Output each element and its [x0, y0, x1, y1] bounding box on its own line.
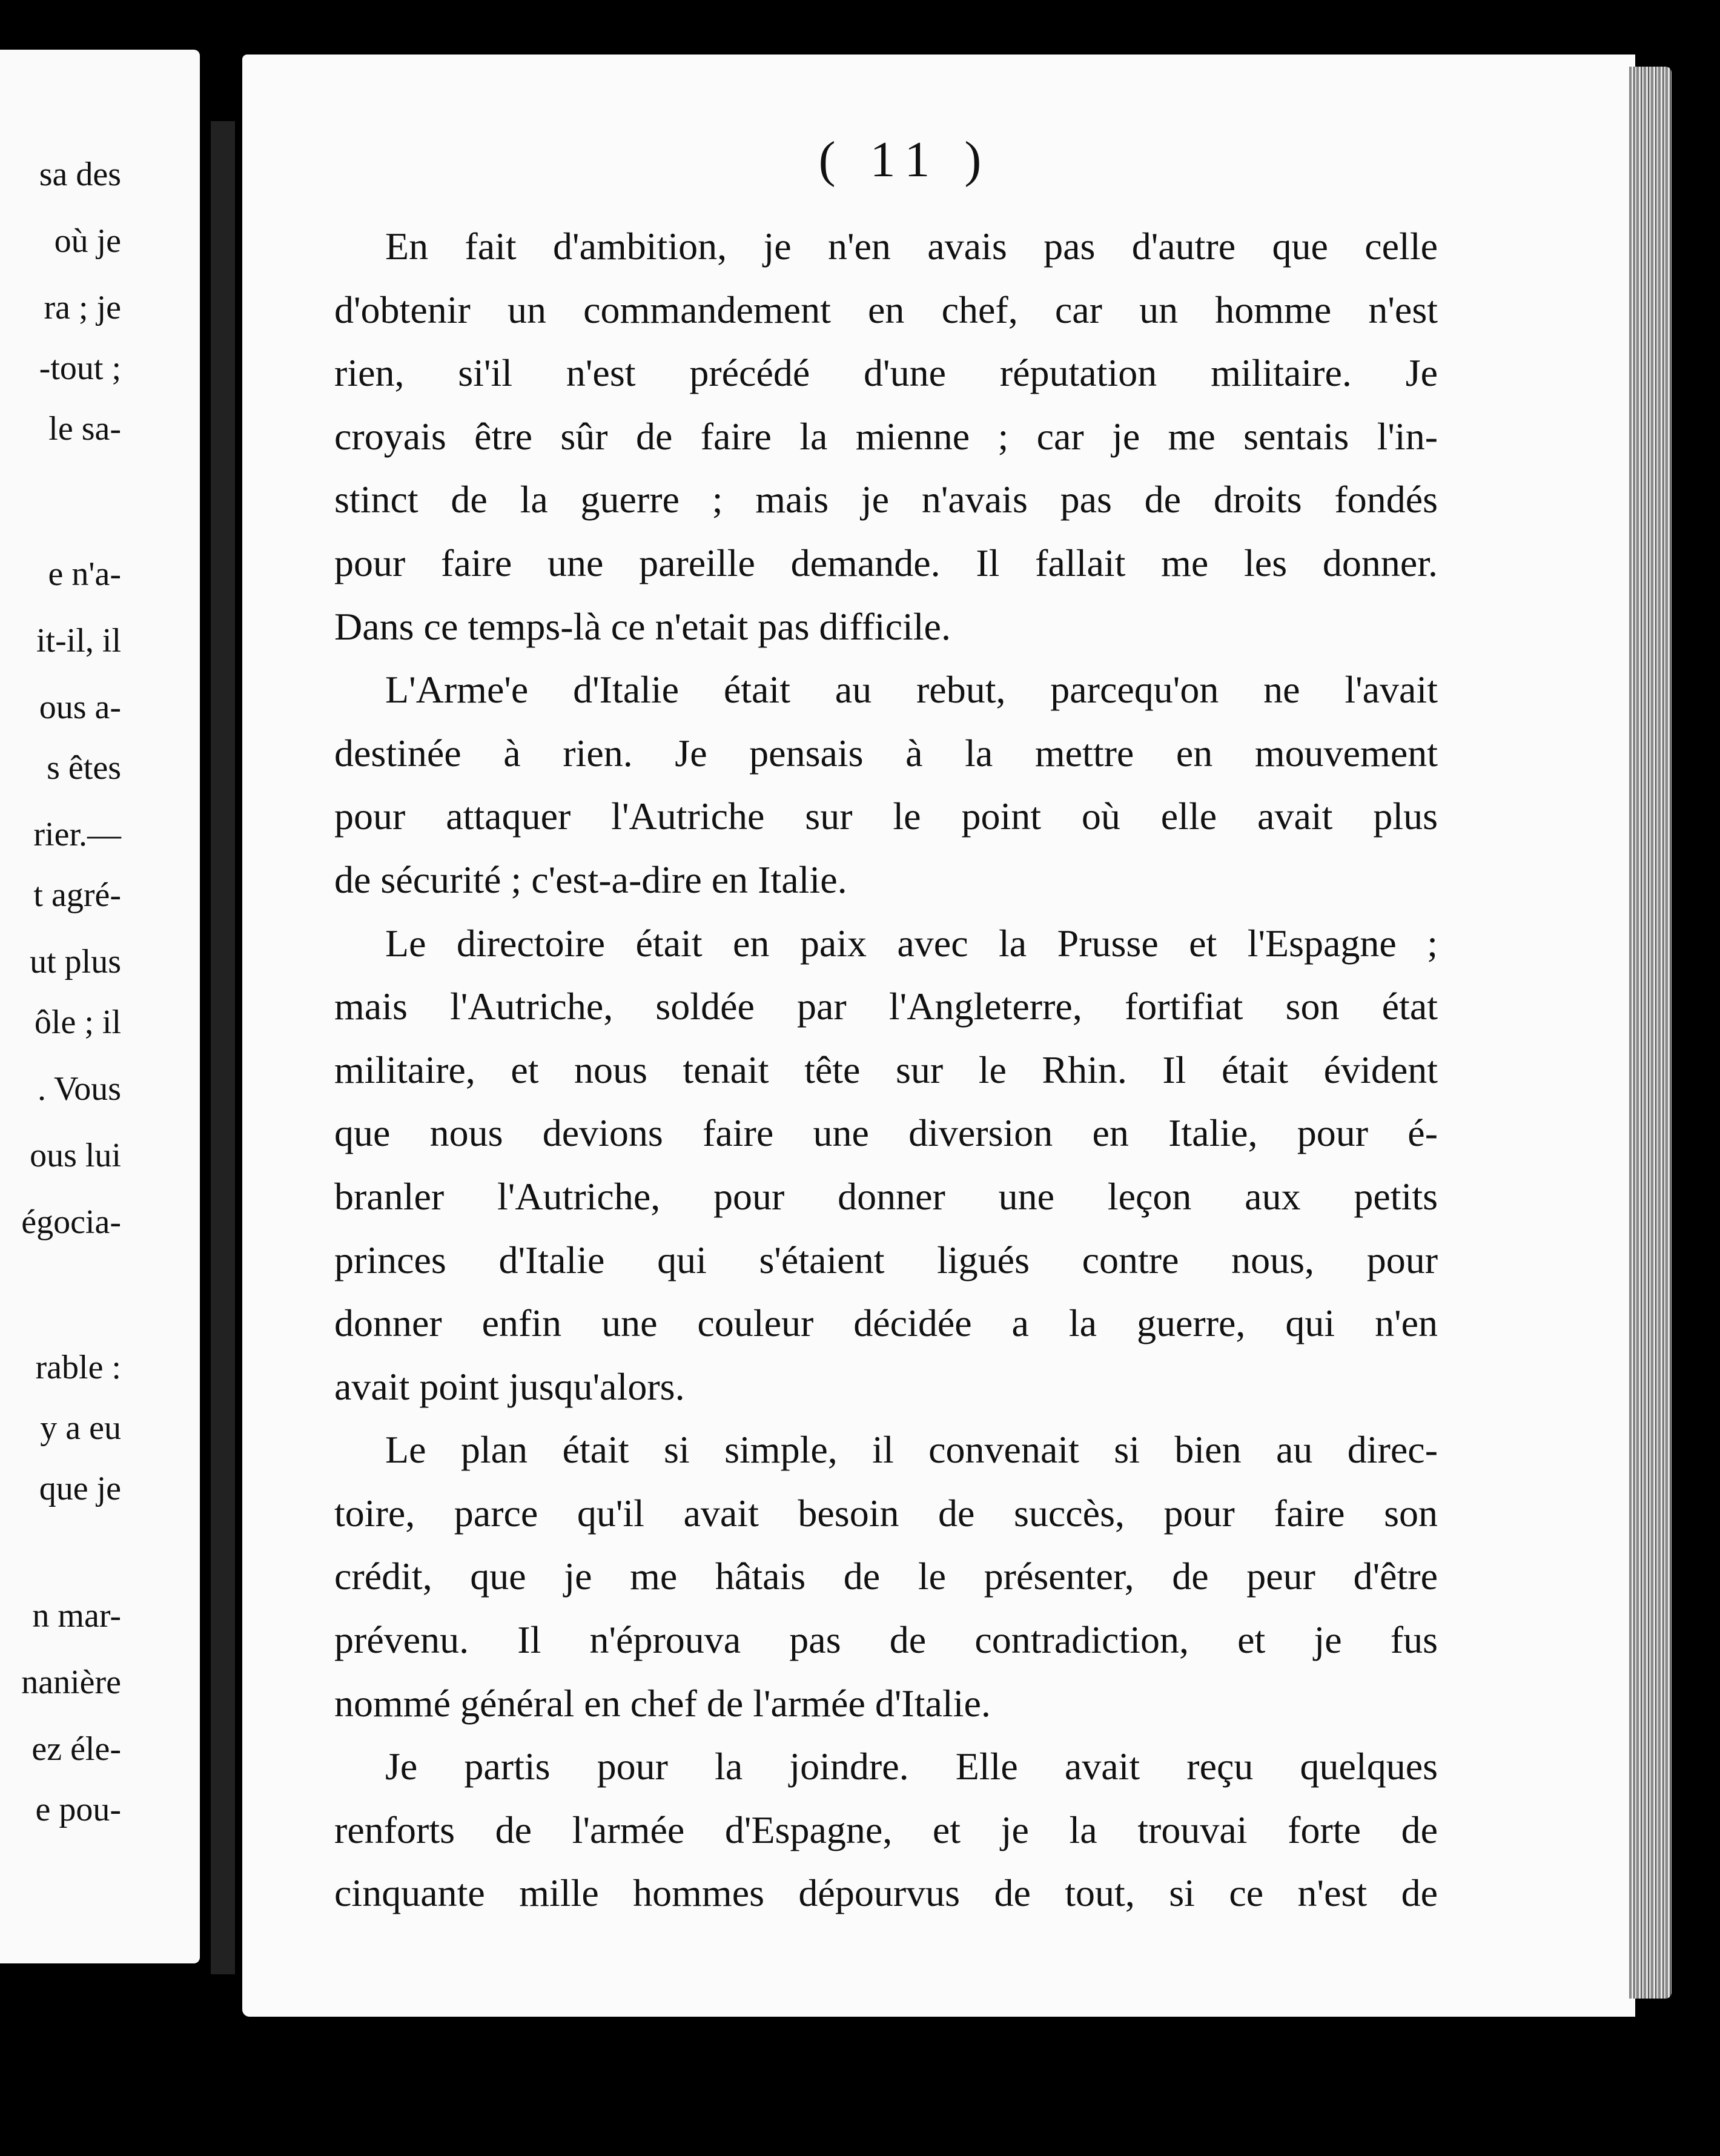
left-page-text-fragment: t agré- [33, 876, 121, 914]
previous-page-fragment [0, 50, 200, 1963]
text-line: cinquante mille hommes dépourvus de tout, si ce n'est de [334, 1871, 1438, 1915]
left-page-text-fragment: sa des [39, 156, 121, 193]
text-line: L'Arme'e d'Italie était au rebut, parcequ'on ne l'avait [385, 668, 1438, 712]
text-line: Dans ce temps-là ce n'etait pas difficile. [334, 604, 951, 648]
book-gutter-shadow [211, 121, 235, 1974]
text-line: princes d'Italie qui s'étaient ligués contre nous, pour [334, 1238, 1438, 1281]
left-page-text-fragment: le sa- [48, 410, 121, 448]
text-line: avait point jusqu'alors. [334, 1364, 685, 1408]
left-page-text-fragment: s êtes [47, 749, 121, 787]
left-page-text-fragment: rable : [35, 1349, 121, 1386]
left-page-text-fragment: y a eu [40, 1409, 121, 1447]
left-page-text-fragment: it-il, il [36, 622, 121, 660]
left-page-text-fragment: e pou- [35, 1791, 121, 1828]
text-line: pour faire une pareille demande. Il fallait me les donner. [334, 541, 1438, 584]
text-line: renforts de l'armée d'Espagne, et je la trouvai forte de [334, 1808, 1438, 1851]
left-page-text-fragment: n mar- [32, 1597, 121, 1635]
left-page-text-fragment: e n'a- [48, 555, 121, 593]
left-page-text-fragment: . Vous [37, 1070, 121, 1108]
text-line: prévenu. Il n'éprouva pas de contradiction, et je fus [334, 1618, 1438, 1662]
text-line: En fait d'ambition, je n'en avais pas d'autre que celle [385, 225, 1438, 268]
text-line: toire, parce qu'il avait besoin de succès, pour faire son [334, 1491, 1438, 1535]
text-line: de sécurité ; c'est-a-dire en Italie. [334, 858, 847, 901]
text-line: destinée à rien. Je pensais à la mettre en mouvement [334, 731, 1438, 775]
text-line: que nous devions faire une diversion en Italie, pour é- [334, 1111, 1438, 1155]
text-line: croyais être sûr de faire la mienne ; car je me sentais l'in- [334, 414, 1438, 458]
left-page-text-fragment: -tout ; [39, 349, 121, 387]
left-page-text-fragment: où je [54, 222, 121, 260]
text-line: nommé général en chef de l'armée d'Italie. [334, 1681, 991, 1725]
text-line: pour attaquer l'Autriche sur le point où elle avait plus [334, 795, 1438, 838]
text-line: Je partis pour la joindre. Elle avait reçu quelques [385, 1745, 1438, 1788]
body-text [334, 215, 1438, 1925]
page-edges [1629, 67, 1672, 1999]
page-number: ( 11 ) [818, 131, 993, 188]
text-line: crédit, que je me hâtais de le présenter, de peur d'être [334, 1555, 1438, 1598]
text-line: Le plan était si simple, il convenait si bien au direc- [385, 1428, 1438, 1472]
text-line: d'obtenir un commandement en chef, car un homme n'est [334, 288, 1438, 331]
text-line: Le directoire était en paix avec la Prusse et l'Espagne ; [385, 921, 1438, 965]
text-line: militaire, et nous tenait tête sur le Rhin. Il était évident [334, 1048, 1438, 1091]
left-page-text-fragment: ra ; je [44, 289, 121, 326]
text-line: stinct de la guerre ; mais je n'avais pas de droits fondés [334, 478, 1438, 521]
left-page-text-fragment: nanière [21, 1664, 121, 1701]
left-page-text-fragment: que je [39, 1470, 121, 1507]
text-line: branler l'Autriche, pour donner une leçon aux petits [334, 1174, 1438, 1218]
left-page-text-fragment: ous a- [39, 689, 121, 726]
text-line: rien, si'il n'est précédé d'une réputation militaire. Je [334, 351, 1438, 395]
left-page-text-fragment: ôle ; il [34, 1004, 121, 1041]
left-page-text-fragment: ut plus [30, 943, 121, 980]
left-page-text-fragment: égocia- [21, 1203, 121, 1241]
left-page-text-fragment: ous lui [30, 1137, 121, 1174]
text-line: donner enfin une couleur décidée a la guerre, qui n'en [334, 1301, 1438, 1345]
text-line: mais l'Autriche, soldée par l'Angleterre, fortifiat son état [334, 985, 1438, 1028]
left-page-text-fragment: ez éle- [31, 1730, 121, 1768]
left-page-text-fragment: rier.— [33, 816, 121, 853]
